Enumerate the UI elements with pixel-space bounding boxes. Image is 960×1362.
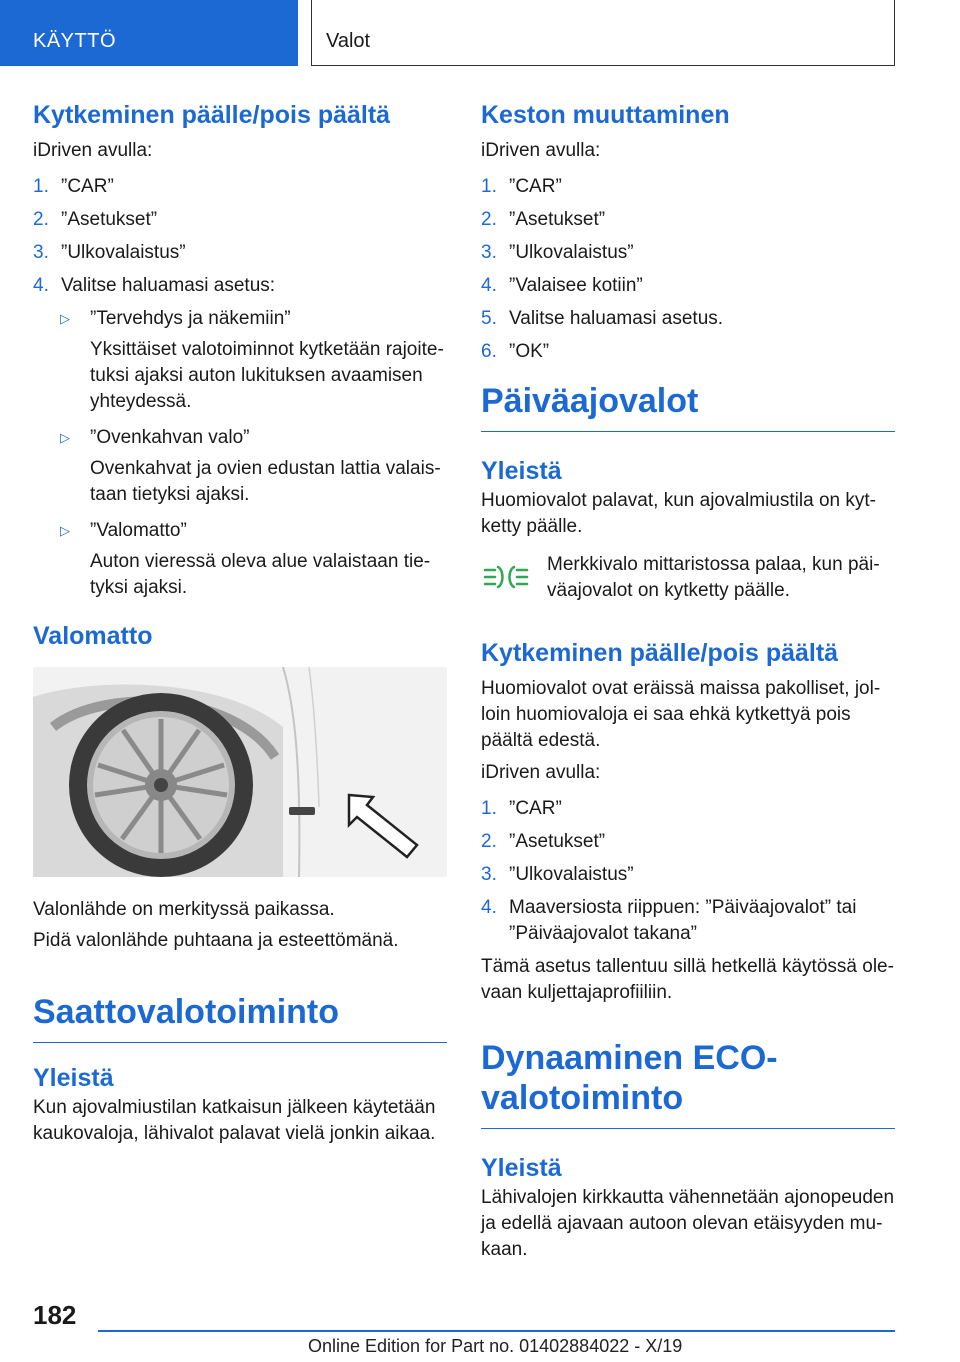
step-number: 1. (481, 176, 497, 197)
subsection-title-general: Yleistä (481, 1154, 562, 1182)
list-item (481, 273, 895, 299)
step-number: 4. (33, 275, 49, 296)
step-number: 3. (481, 864, 497, 885)
option-description: Yksittäiset valotoiminnot kytketään rajoitetuksi ajaksi auton lukituksen avaamisen yhteydessä. (90, 339, 444, 412)
chapter-title-saattovalo: Saattovalotoiminto (33, 992, 447, 1043)
step-text: ”OK” (509, 341, 550, 362)
chapter-title-eco-lights: Dynaaminen ECO-valotoiminto (481, 1038, 895, 1129)
triangle-right-icon: ▷ (60, 430, 70, 445)
step-text: ”Ulkovalaistus” (509, 242, 634, 263)
page-number: 182 (33, 1300, 77, 1330)
option-description: Ovenkahvat ja ovien edustan lattia valaistaan tietyksi ajaksi. (90, 458, 441, 505)
step-number: 3. (481, 242, 497, 263)
paragraph: Tämä asetus tallentuu sillä hetkellä käytössä olevaan kuljettajaprofiiliin. (481, 956, 894, 1003)
option-item (60, 306, 447, 332)
step-text: Maaversiosta riippuen: ”Päiväajovalot” tai ”Päiväajovalot takana” (509, 897, 857, 944)
section-title-switching: Kytkeminen päälle/pois päältä (33, 101, 391, 129)
list-item (481, 174, 895, 200)
chapter-tab[interactable]: Valot (311, 0, 895, 66)
option-item (60, 425, 447, 451)
step-number: 2. (481, 831, 497, 852)
note-text: Merkkivalo mittaristossa palaa, kun päiväajovalot on kytketty päälle. (547, 554, 880, 601)
subsection-title-general: Yleistä (33, 1064, 114, 1092)
step-text: Valitse haluamasi asetus: (61, 275, 276, 296)
page-header (0, 0, 960, 66)
step-text: ”CAR” (509, 176, 562, 197)
list-item (33, 273, 447, 299)
step-number: 1. (33, 176, 49, 197)
daytime-running-lights-icon (481, 552, 547, 604)
left-column (33, 100, 447, 1147)
step-text: ”Ulkovalaistus” (61, 242, 186, 263)
step-number: 6. (481, 341, 497, 362)
option-item (60, 518, 447, 544)
options-list (60, 306, 447, 601)
intro-text: iDriven avulla: (481, 140, 601, 161)
section-title-switching: Kytkeminen päälle/pois päältä (481, 639, 839, 667)
section-tab[interactable]: KÄYTTÖ (0, 0, 298, 66)
steps-list (33, 174, 447, 299)
step-number: 4. (481, 275, 497, 296)
list-item (481, 895, 895, 947)
paragraph: Pidä valonlähde puhtaana ja esteettömänä. (33, 930, 399, 951)
list-item (481, 829, 895, 855)
list-item (481, 207, 895, 233)
option-label: ”Valomatto” (90, 520, 187, 541)
step-text: ”CAR” (509, 798, 562, 819)
step-text: ”Valaisee kotiin” (509, 275, 643, 296)
step-number: 3. (33, 242, 49, 263)
triangle-right-icon: ▷ (60, 523, 70, 538)
list-item (33, 240, 447, 266)
step-number: 2. (33, 209, 49, 230)
option-description: Auton vieressä oleva alue valaistaan tietyksi ajaksi. (90, 551, 431, 598)
right-column (481, 100, 895, 1263)
indicator-note (481, 552, 895, 604)
intro-text: iDriven avulla: (481, 762, 601, 783)
list-item (481, 796, 895, 822)
steps-list (481, 174, 895, 365)
step-text: ”Asetukset” (61, 209, 158, 230)
triangle-right-icon: ▷ (60, 311, 70, 326)
step-number: 4. (481, 897, 497, 918)
list-item (481, 339, 895, 365)
step-number: 1. (481, 798, 497, 819)
step-text: ”Ulkovalaistus” (509, 864, 634, 885)
chapter-title-daytime-lights: Päiväajovalot (481, 381, 895, 432)
list-item (481, 306, 895, 332)
step-text: ”CAR” (61, 176, 114, 197)
section-title-duration: Keston muuttaminen (481, 101, 730, 129)
intro-text: iDriven avulla: (33, 140, 153, 161)
paragraph: Huomiovalot ovat eräissä maissa pakolliset, jolloin huomiovaloja ei saa ehkä kytkettyä pois päältä edestä. (481, 678, 881, 751)
step-text: ”Asetukset” (509, 831, 606, 852)
list-item (481, 862, 895, 888)
list-item (481, 240, 895, 266)
paragraph: Valonlähde on merkityssä paikassa. (33, 899, 335, 920)
section-title-valomatto: Valomatto (33, 622, 153, 650)
option-label: ”Tervehdys ja näkemiin” (90, 308, 291, 329)
paragraph: Lähivalojen kirkkautta vähennetään ajonopeuden ja edellä ajavaan autoon olevan etäisyyden mukaan. (481, 1187, 895, 1260)
edition-link[interactable]: Online Edition for Part no. 01402884022 - X/19 (308, 1336, 683, 1356)
list-item (33, 174, 447, 200)
paragraph: Huomiovalot palavat, kun ajovalmiustila on kytketty päälle. (481, 490, 876, 537)
step-number: 2. (481, 209, 497, 230)
subsection-title-general: Yleistä (481, 457, 562, 485)
footer-divider (98, 1330, 895, 1332)
paragraph: Kun ajovalmiustilan katkaisun jälkeen käytetään kaukovaloja, lähivalot palavat vielä jonkin aikaa. (33, 1097, 436, 1144)
step-text: Valitse haluamasi asetus. (509, 308, 724, 329)
step-text: ”Asetukset” (509, 209, 606, 230)
option-label: ”Ovenkahvan valo” (90, 427, 250, 448)
steps-list (481, 796, 895, 947)
car-wheel-illustration (33, 667, 447, 877)
step-number: 5. (481, 308, 497, 329)
list-item (33, 207, 447, 233)
